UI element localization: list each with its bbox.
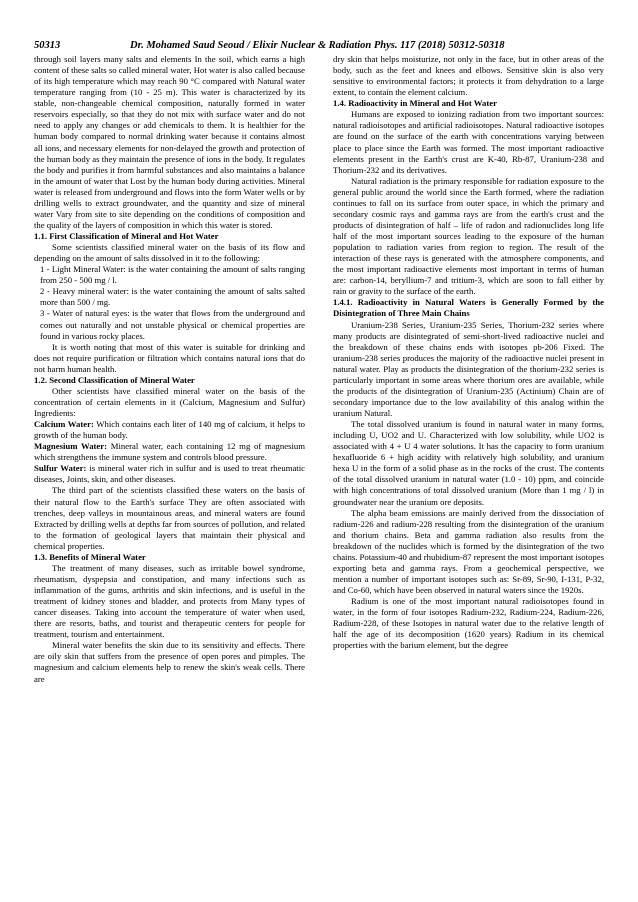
paragraph: The alpha beam emissions are mainly derived from the dissociation of radium-226 and radium-228 resulting from the disintegration of the uranium and thorium chains. Beta and gamma radiation also results from the breakdown of the nuclides which is formed by the disintegration of the two chains. Potassium-40 and rhubidium-87 represent the most important isotopes exporting beta and gamma rays. From a geochemical perspective, we mention a number of important isotopes such as: Sr-89, Sr-90, I-131, P-32, and Co-60, which have been observed in natural waters since the 1920s. — [333, 507, 604, 595]
term-label: Calcium Water: — [34, 419, 94, 430]
left-column — [34, 54, 305, 866]
paragraph: Mineral water benefits the skin due to its sensitivity and effects. There are oily skin that suffers from the presence of open pores and pimples. The magnesium and calcium elements help to renew the skin's weak cells. There are — [34, 640, 305, 684]
right-column — [333, 54, 604, 894]
definition-text: is mineral water rich in sulfur and is used to treat rheumatic diseases, Joints, skin, and other diseases. — [34, 463, 305, 485]
section-heading-1-4: 1.4. Radioactivity in Mineral and Hot Water — [333, 98, 497, 109]
paragraph: Other scientists have classified mineral water on the basis of the concentration of certain elements in it (Calcium, Magnesium and Sulfur) Ingredients: — [34, 385, 305, 418]
magnesium-water-definition — [34, 441, 305, 463]
paragraph: dry skin that helps moisturize, not only in the face, but in other areas of the body, such as the feet and knees and elbows. Sensitive skin is also very sensitive to environmental factors; it protects it from dehydration to a large extent, to contain the element calcium. — [333, 54, 604, 98]
list-item: 1 - Light Mineral Water: is the water containing the amount of salts ranging from 250 - 500 mg / l. — [40, 264, 305, 286]
page-number: 50313 — [34, 40, 61, 51]
section-heading-1-1: 1.1. First Classification of Mineral and Hot Water — [34, 231, 219, 241]
paragraph: It is worth noting that most of this water is suitable for drinking and does not require purification or filtration which contains natural ions that do not harm human health. — [34, 341, 305, 374]
sulfur-water-definition — [34, 463, 305, 485]
paragraph: Humans are exposed to ionizing radiation from two important sources: natural radioisotopes and artificial radioisotopes. Natural radioactive isotopes are found on the surface of the earth with concentrations varying between place to place since the Earth was formed. The most important radioactive elements present in the Earth's crust are K-40, Rb-87, Uranium-238 and Thorium-232 and its derivatives. — [333, 109, 604, 175]
section-heading-1-4-1: 1.4.1. Radioactivity in Natural Waters is Generally Formed by the Disintegration of Three Main Chains — [333, 297, 604, 319]
list-item: 3 - Water of natural eyes: is the water that flows from the underground and comes out naturally and not unstable physical or chemical properties are found in various rocky places. — [40, 308, 305, 341]
calcium-water-definition — [34, 419, 305, 441]
paragraph: The treatment of many diseases, such as irritable bowel syndrome, rheumatism, dyspepsia and constipation, and many infections such as inflammation of the gums, arthritis and skin infections, and is useful in the treatment of kidney stones and bladder, and protects from Many types of cancer diseases. Taking into account the temperature of water when used, there are resorts, baths, and tourist and therapeutic centers for people for treatment, tourism and entertainment. — [34, 562, 305, 640]
paragraph: Uranium-238 Series, Uranium-235 Series, Thorium-232 series where many products are disintegrated of semi-short-lived radioactive nuclei and the breakdown of these chains ends with isotopes pb-206 Fixed. The uranium-238 series produces the majority of the radioactive nuclei present in natural water. Play as products the disintegration of the thorium-232 series is particularly important in some areas where thorium ores are available, while the products of the disintegration of Uranium-235 (Actinium) Chain are of secondary importance due to the low availability of this analog within the uranium Natural. — [333, 319, 604, 418]
paragraph: Some scientists classified mineral water on the basis of its flow and depending on the amount of salts dissolved in it to the following: — [34, 242, 305, 264]
term-label: Magnesium Water: — [34, 441, 108, 452]
term-label: Sulfur Water: — [34, 463, 87, 474]
intro-paragraph: through soil layers many salts and elements In the soil, which earns a high content of these salts so called mineral water, Hot water is also called because of its high temperature which may reach 90 °C compared with Natural water temperature ranging from (10 - 25 m). This water is characterized by its stable, non-changeable chemical composition, naturally formed in water reservoirs especially, so that they do not mix with surface water and do not need to apply any changes or add chemicals to them. It is healthier for the human body compared to normal drinking water because it contains almost all ions, and necessary elements for non-delayed the growth and protection of the human body as they maintain the presence of ions in the body. It regulates the body and purifies it from harmful substances and also maintains a balance in the amount of water that Lost by the human body during activities. Mineral water is released from underground and flows into the form Water wells or by drilling wells to extract groundwater, and the quantity and size of mineral water Vary from site to site depending on the conditions of composition and the quality of the layers of composition in which this water is stored. — [34, 54, 305, 230]
running-title: Dr. Mohamed Saud Seoud / Elixir Nuclear & Radiation Phys. 117 (2018) 50312-50318 — [130, 40, 505, 51]
running-header — [34, 40, 604, 54]
paragraph: Natural radiation is the primary responsible for radiation exposure to the general public around the world since the Earth formed, where the radiation continues to fall on its surface from outer space, in which the primary and secondary cosmic rays and gamma rays are from the earth's crust and the products of disintegration of half – life of radon and radionuclides long life half of the most important sources leading to the exposure of the human population to radiation varies from region to region. The result of the interaction of these rays is generated with the atmosphere components, and the most important radioactive elements most important in terms of human are: carbon-14, beryllium-7 and tritium-3, which are soon to fall either by rain or gravity to the surface of the earth. — [333, 175, 604, 297]
paragraph: Radium is one of the most important natural radioisotopes found in water, in the form of four isotopes Radium-232, Radium-224, Radium-226, Radium-228, of these Isotopes in natural water due to the relative length of half the age of its decomposition (1620 years) Radium in its chemical properties with the barium element, but the degree — [333, 596, 604, 651]
paragraph: The third part of the scientists classified these waters on the basis of their natural flow to the Earth's surface They are often associated with trenches, deep valleys in mountainous areas, and mineral waters are found Extracted by drilling wells at depths far from sources of pollution, and related to the formation of geological layers that maintain their physical and chemical properties. — [34, 485, 305, 551]
definition-text: Mineral water, each containing 12 mg of magnesium which strengthens the immune system and controls blood pressure. — [34, 441, 305, 463]
section-heading-1-2: 1.2. Second Classification of Mineral Water — [34, 374, 195, 385]
definition-text: Which contains each liter of 140 mg of calcium, it helps to growth of the human body. — [34, 419, 305, 441]
list-item: 2 - Heavy mineral water: is the water containing the amount of salts salted more than 500 / mg. — [40, 286, 305, 308]
paragraph: The total dissolved uranium is found in natural water in many forms, including U, UO2 and U. Characterized with low solubility, while UO2 is associated with 4 + U 4 water solutions. It has the capacity to form uranium hexafluoride 6 + high acidity with relatively high solubility, and uranium hexa U in the form of a solid phase as in the rocks of the crust. The contents of the total dissolved uranium in natural water (1.0 - 10) ppm, and coincide with high concentrations of total dissolved uranium (More than 1 mg / l) in groundwater near the uranium ore deposits. — [333, 419, 604, 507]
section-heading-1-3: 1.3. Benefits of Mineral Water — [34, 551, 146, 562]
